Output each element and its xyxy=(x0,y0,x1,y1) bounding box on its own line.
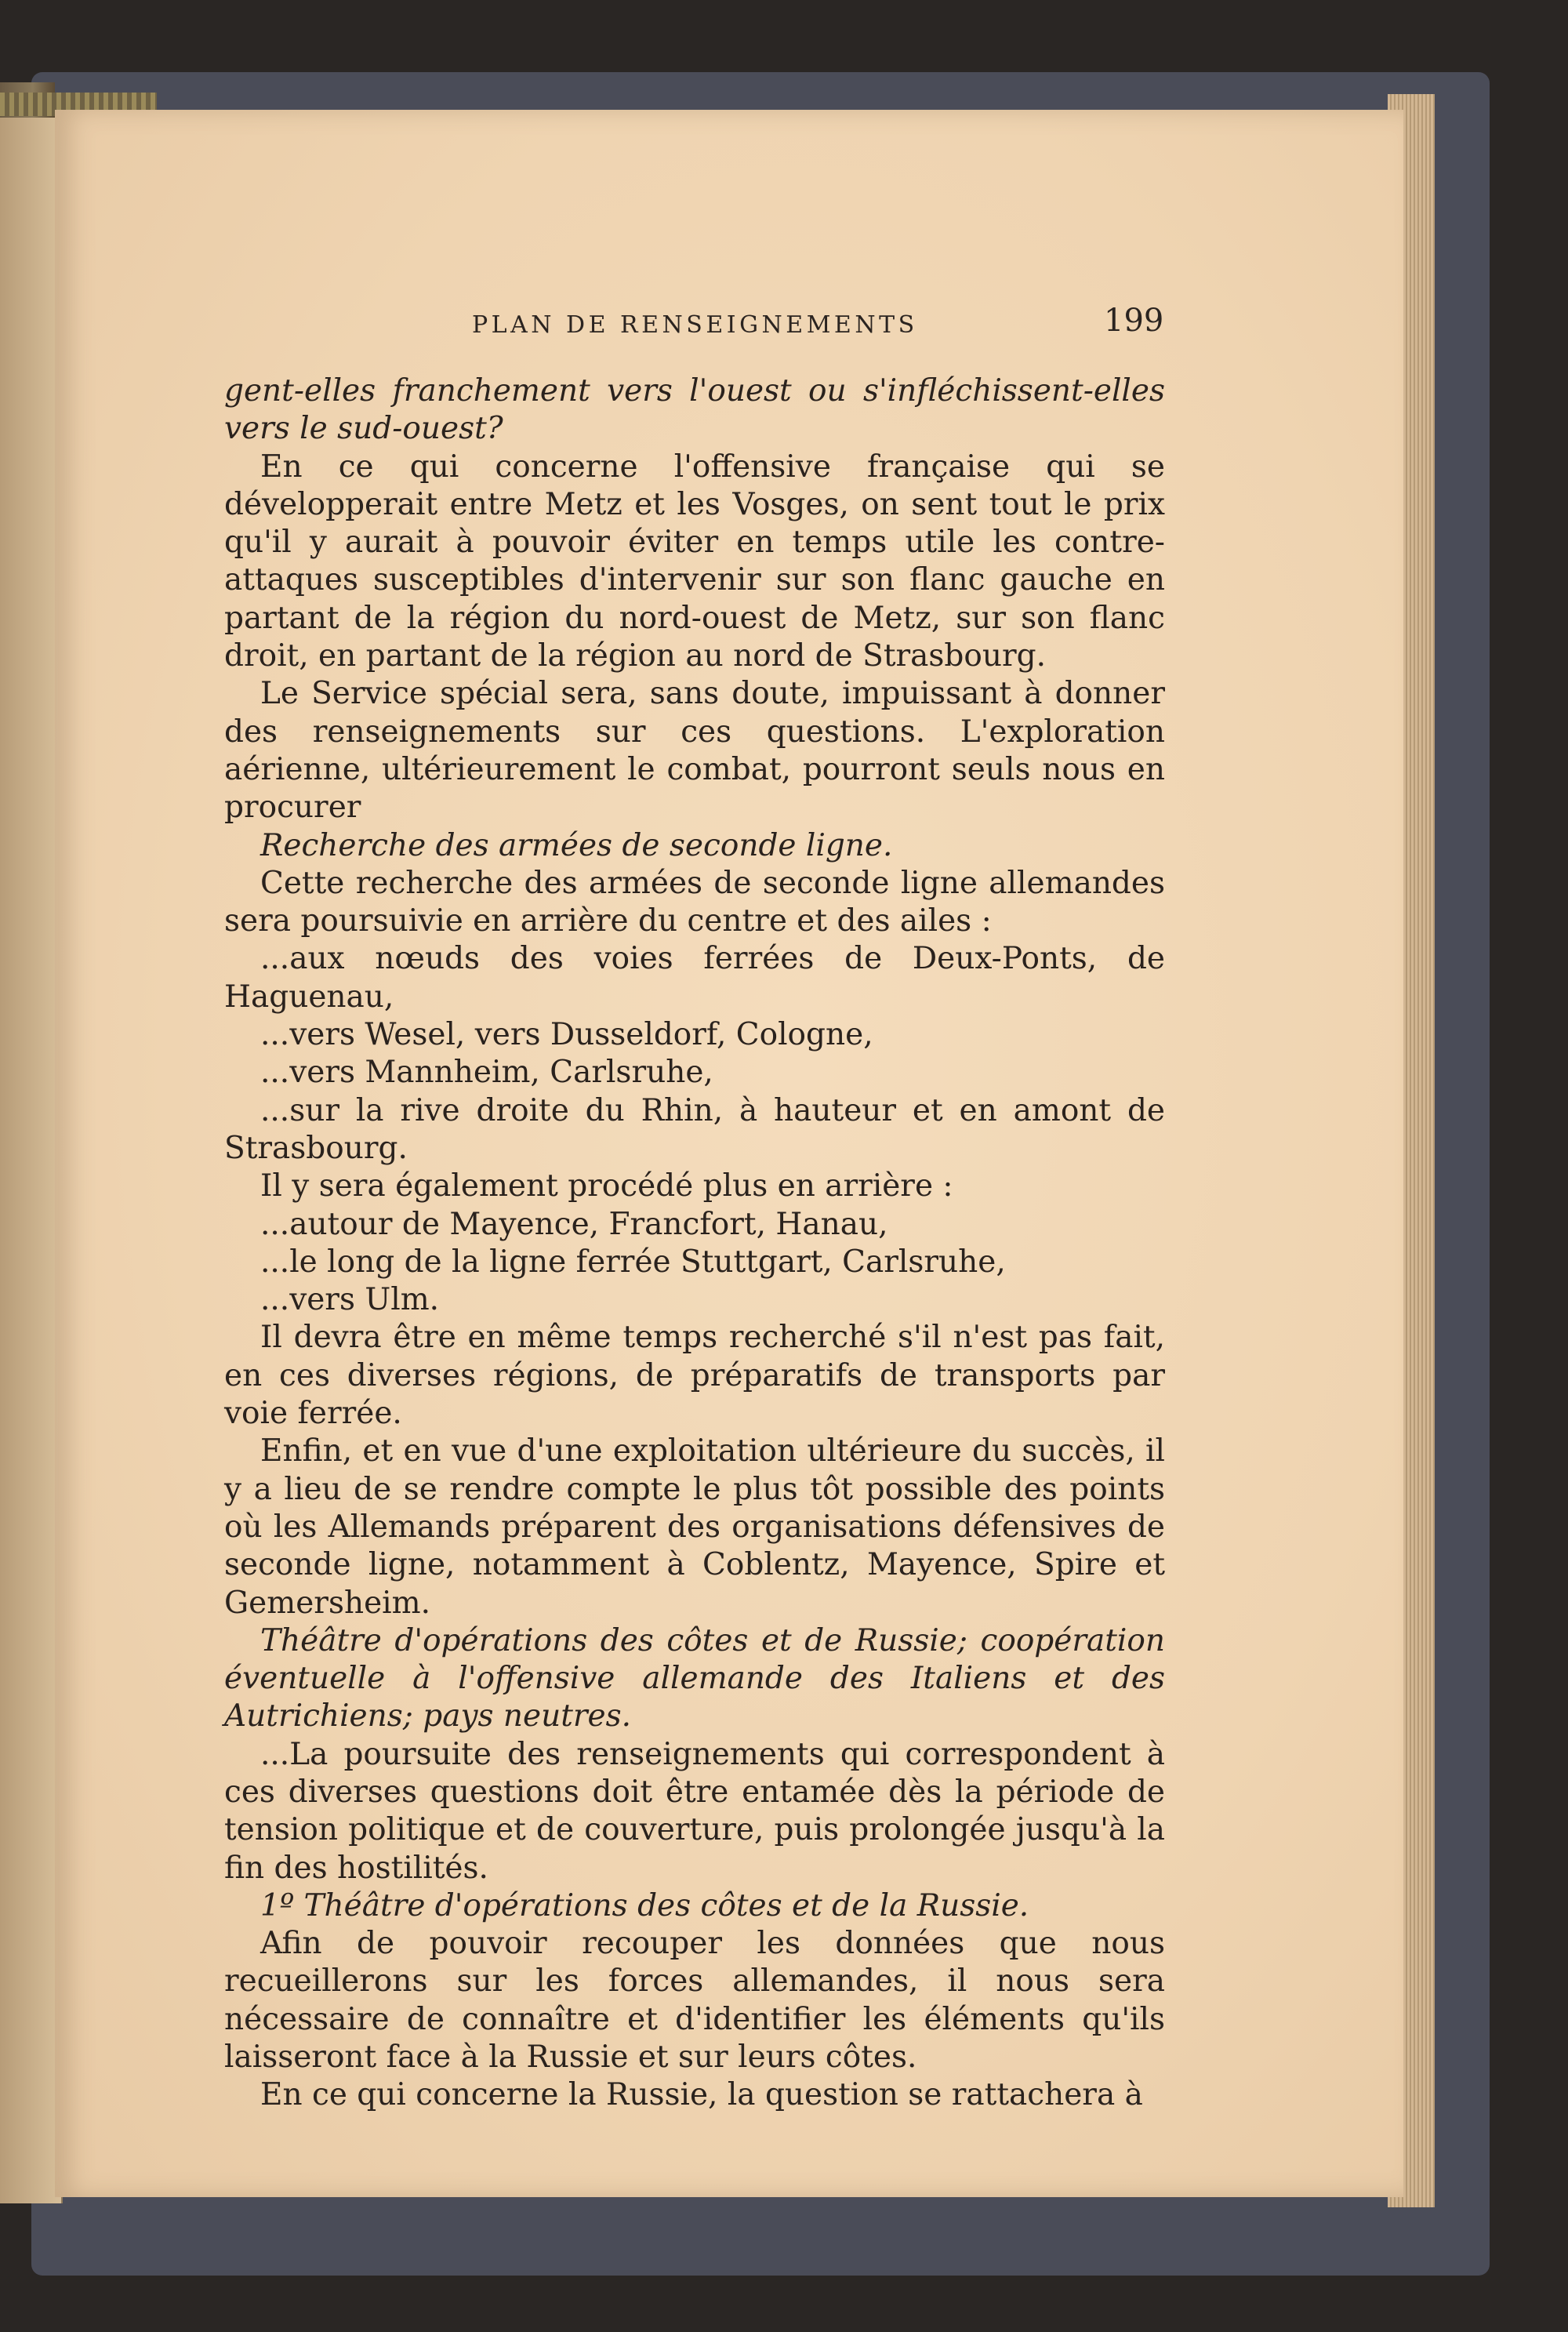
list-item: ...vers Wesel, vers Dusseldorf, Cologne, xyxy=(260,1017,873,1053)
section-heading: Théâtre d'opérations des côtes et de Russie; coopération éventuelle à l'offensive allemande des Italiens et des Autrichiens; pays neutres. xyxy=(224,1622,1165,1734)
paragraph: Afin de pouvoir recouper les données que nous recueillerons sur les forces allemandes, il nous sera nécessaire de connaître et d'identifier les éléments qu'ils laisseront face à la Russie et sur leurs côtes. xyxy=(224,1926,1165,2076)
section-heading: 1º Théâtre d'opérations des côtes et de la Russie. xyxy=(260,1887,1029,1923)
list-item: ...sur la rive droite du Rhin, à hauteur et en amont de Strasbourg. xyxy=(224,1092,1165,1166)
running-head: PLAN DE RENSEIGNEMENTS xyxy=(472,311,918,339)
previous-page-edge xyxy=(0,118,63,2203)
paragraph: En ce qui concerne l'offensive française qui se développerait entre Metz et les Vosges, on sent tout le prix qu'il y aurait à pouvoir éviter en temps utile les contre-attaques susceptibles d'intervenir sur son flanc gauche en partant de la région du nord-ouest de Metz, sur son flanc droit, en partant de la région au nord de Strasbourg. xyxy=(224,449,1165,674)
paragraph: Il y sera également procédé plus en arrière : xyxy=(260,1168,953,1204)
list-item: ...aux nœuds des voies ferrées de Deux-Ponts, de Haguenau, xyxy=(224,941,1165,1015)
list-item: ...le long de la ligne ferrée Stuttgart, Carlsruhe, xyxy=(260,1244,1006,1280)
paragraph: gent-elles franchement vers l'ouest ou s'infléchissent-elles vers le sud-ouest? xyxy=(224,373,1165,447)
body-text xyxy=(224,372,1165,2115)
list-item: ...vers Ulm. xyxy=(260,1282,440,1318)
list-item: ...vers Mannheim, Carlsruhe, xyxy=(260,1055,713,1091)
paragraph: Enfin, et en vue d'une exploitation ultérieure du succès, il y a lieu de se rendre compte le plus tôt possible des points où les Allemands préparent des organisations défensives de seconde ligne, notamment à Coblentz, Mayence, Spire et Gemersheim. xyxy=(224,1433,1165,1621)
paragraph: ...La poursuite des renseignements qui correspondent à ces diverses questions doit être entamée dès la période de tension politique et de couverture, puis prolongée jusqu'à la fin des hostilités. xyxy=(224,1736,1165,1886)
paragraph: Le Service spécial sera, sans doute, impuissant à donner des renseignements sur ces questions. L'exploration aérienne, ultérieurement le combat, pourront seuls nous en procurer xyxy=(224,676,1165,826)
paragraph: En ce qui concerne la Russie, la question se rattachera à xyxy=(260,2077,1143,2113)
paragraph: Il devra être en même temps recherché s'il n'est pas fait, en ces diverses régions, de préparatifs de transports par voie ferrée. xyxy=(224,1320,1165,1432)
paragraph: Cette recherche des armées de seconde ligne allemandes sera poursuivie en arrière du centre et des ailes : xyxy=(224,865,1165,939)
page-number: 199 xyxy=(1104,303,1164,339)
list-item: ...autour de Mayence, Francfort, Hanau, xyxy=(260,1206,888,1242)
section-heading: Recherche des armées de seconde ligne. xyxy=(260,827,893,863)
